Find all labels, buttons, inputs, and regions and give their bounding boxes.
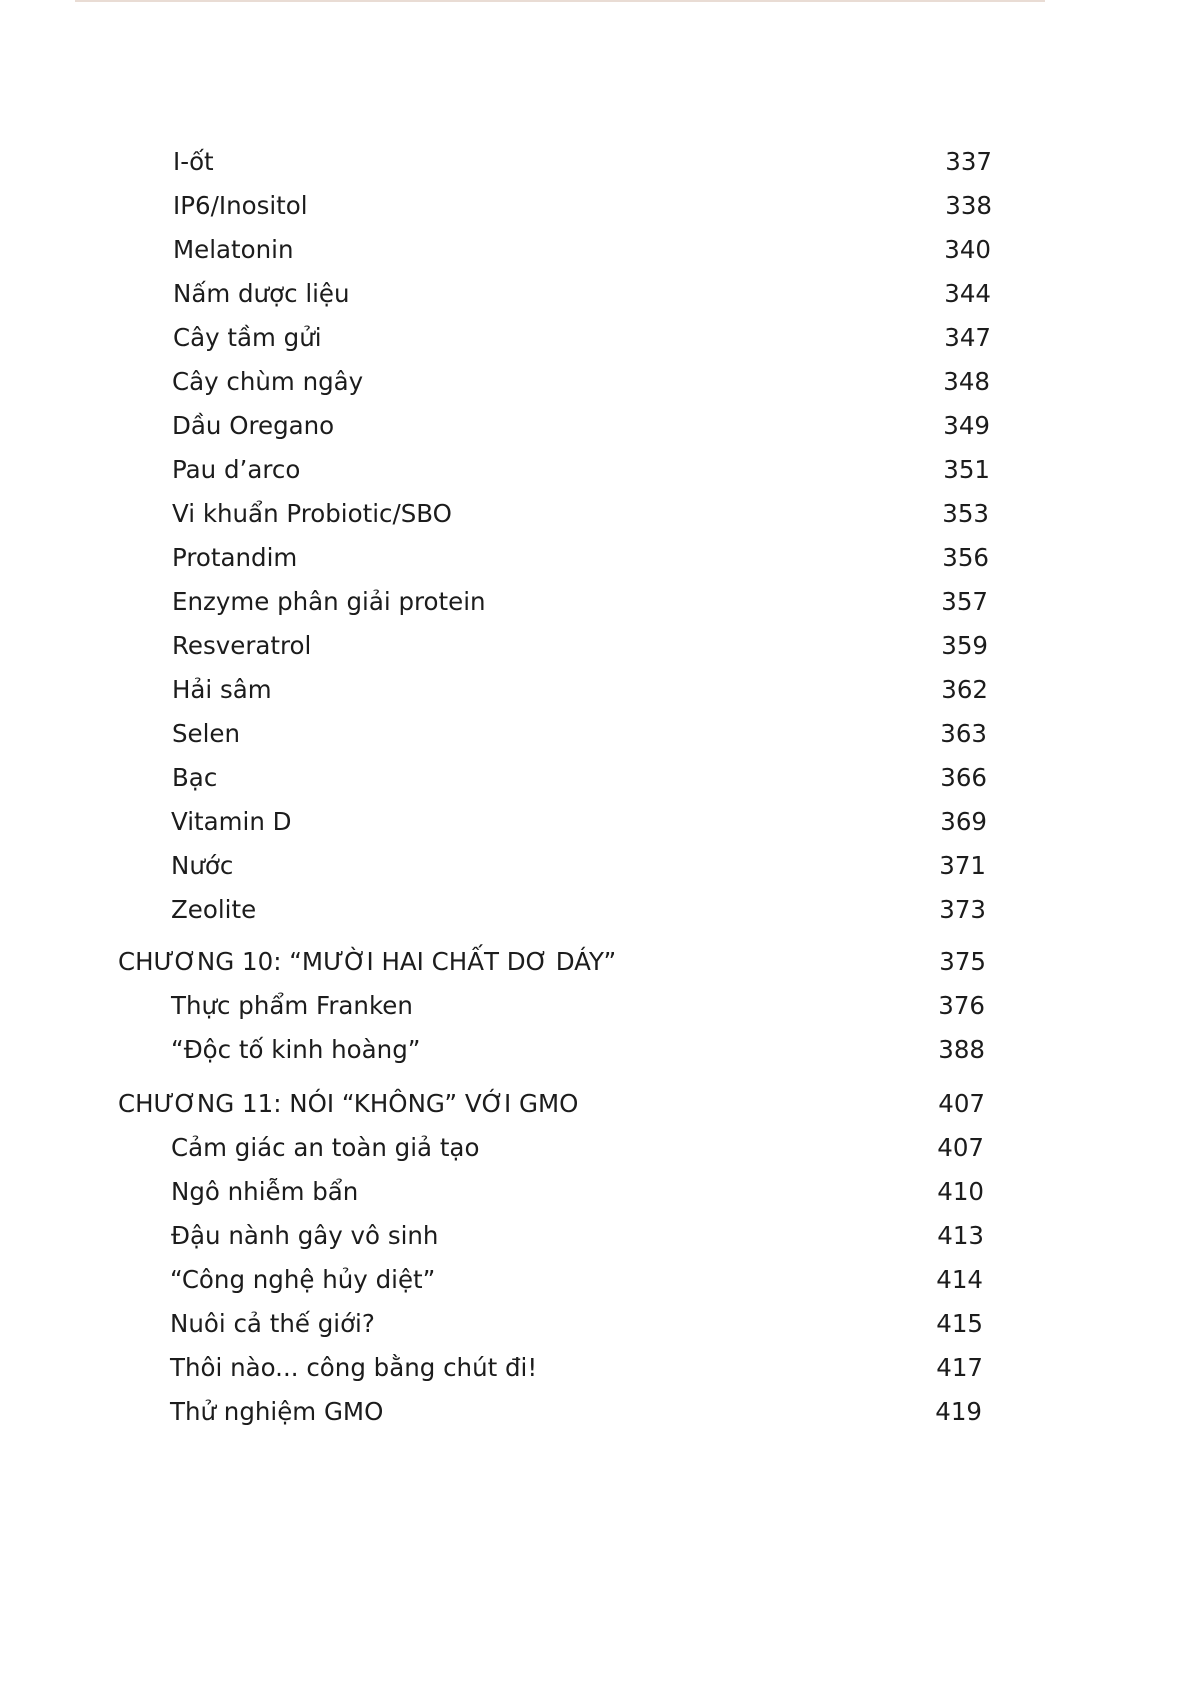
page-number: 337 <box>945 147 992 176</box>
entry-title: Zeolite <box>171 895 257 924</box>
toc-entry <box>172 367 990 397</box>
entry-title: Protandim <box>172 543 298 572</box>
toc-entry <box>172 675 988 705</box>
page-number: 357 <box>941 587 988 616</box>
page-number: 359 <box>941 631 988 660</box>
toc-entry <box>171 895 986 925</box>
entry-title: Thôi nào... công bằng chút đi! <box>170 1353 538 1382</box>
entry-title: I-ốt <box>173 147 214 176</box>
page-number: 363 <box>940 719 987 748</box>
page-number: 351 <box>943 455 990 484</box>
toc-entry <box>171 1221 984 1251</box>
page-number: 369 <box>940 807 987 836</box>
entry-title: Nước <box>171 851 234 880</box>
entry-title: Nấm dược liệu <box>173 279 350 308</box>
toc-entry <box>172 587 988 617</box>
toc-entry <box>171 807 987 837</box>
toc-chapter-entry <box>118 1089 985 1119</box>
entry-title: Vi khuẩn Probiotic/SBO <box>172 499 452 528</box>
page-number: 371 <box>939 851 986 880</box>
entry-title: Dầu Oregano <box>172 411 335 440</box>
entry-title: Cây tầm gửi <box>173 323 322 352</box>
entry-title: Ngô nhiễm bẩn <box>171 1177 359 1206</box>
entry-title: Thử nghiệm GMO <box>170 1397 384 1426</box>
page-number: 373 <box>939 895 986 924</box>
entry-title: Nuôi cả thế giới? <box>170 1309 375 1338</box>
toc-entry <box>172 455 990 485</box>
toc-entry <box>171 1133 984 1163</box>
entry-title: Vitamin D <box>171 807 292 836</box>
page-number: 338 <box>945 191 992 220</box>
page-number: 407 <box>938 1089 985 1118</box>
page-number: 356 <box>942 543 989 572</box>
toc-entry <box>171 851 986 881</box>
entry-title: Cảm giác an toàn giả tạo <box>171 1133 480 1162</box>
page-number: 348 <box>943 367 990 396</box>
chapter-title: CHƯƠNG 10: “MƯỜI HAI CHẤT DƠ DÁY” <box>118 947 617 976</box>
page-number: 419 <box>935 1397 982 1426</box>
page-number: 375 <box>939 947 986 976</box>
toc-entry <box>172 543 989 573</box>
entry-title: IP6/Inositol <box>173 191 308 220</box>
page-number: 407 <box>937 1133 984 1162</box>
page-number: 340 <box>944 235 991 264</box>
page-number: 413 <box>937 1221 984 1250</box>
toc-entry <box>171 1177 984 1207</box>
toc-entry <box>172 411 990 441</box>
entry-title: Melatonin <box>173 235 294 264</box>
toc-entry <box>173 323 991 353</box>
page-number: 388 <box>938 1035 985 1064</box>
page-number: 415 <box>936 1309 983 1338</box>
toc-entry <box>173 235 991 265</box>
toc-entry <box>170 1397 982 1427</box>
page-number: 366 <box>940 763 987 792</box>
entry-title: Thực phẩm Franken <box>171 991 413 1020</box>
page-number: 344 <box>944 279 991 308</box>
entry-title: Selen <box>172 719 241 748</box>
page-number: 414 <box>936 1265 983 1294</box>
toc-entry <box>171 991 985 1021</box>
page-number: 417 <box>936 1353 983 1382</box>
entry-title: Resveratrol <box>172 631 312 660</box>
toc-entry <box>170 1265 983 1295</box>
toc-entry <box>173 191 992 221</box>
toc-entry <box>173 279 991 309</box>
entry-title: Hải sâm <box>172 675 272 704</box>
page-number: 410 <box>937 1177 984 1206</box>
entry-title: Enzyme phân giải protein <box>172 587 486 616</box>
page-number: 362 <box>941 675 988 704</box>
page-number: 349 <box>943 411 990 440</box>
toc-entry <box>171 1035 985 1065</box>
toc-chapter-entry <box>118 947 986 977</box>
entry-title: “Độc tố kinh hoàng” <box>171 1035 421 1064</box>
entry-title: Bạc <box>172 763 218 792</box>
toc-entry <box>172 719 987 749</box>
toc-entry <box>173 147 992 177</box>
toc-entry <box>170 1309 983 1339</box>
page-number: 347 <box>944 323 991 352</box>
page-number: 353 <box>942 499 989 528</box>
entry-title: Cây chùm ngây <box>172 367 364 396</box>
entry-title: Pau d’arco <box>172 455 301 484</box>
chapter-title: CHƯƠNG 11: NÓI “KHÔNG” VỚI GMO <box>118 1089 579 1118</box>
toc-entry <box>170 1353 983 1383</box>
entry-title: Đậu nành gây vô sinh <box>171 1221 439 1250</box>
toc-entry <box>172 499 989 529</box>
toc-entry <box>172 631 988 661</box>
toc-entry <box>172 763 987 793</box>
page-number: 376 <box>938 991 985 1020</box>
entry-title: “Công nghệ hủy diệt” <box>170 1265 436 1294</box>
